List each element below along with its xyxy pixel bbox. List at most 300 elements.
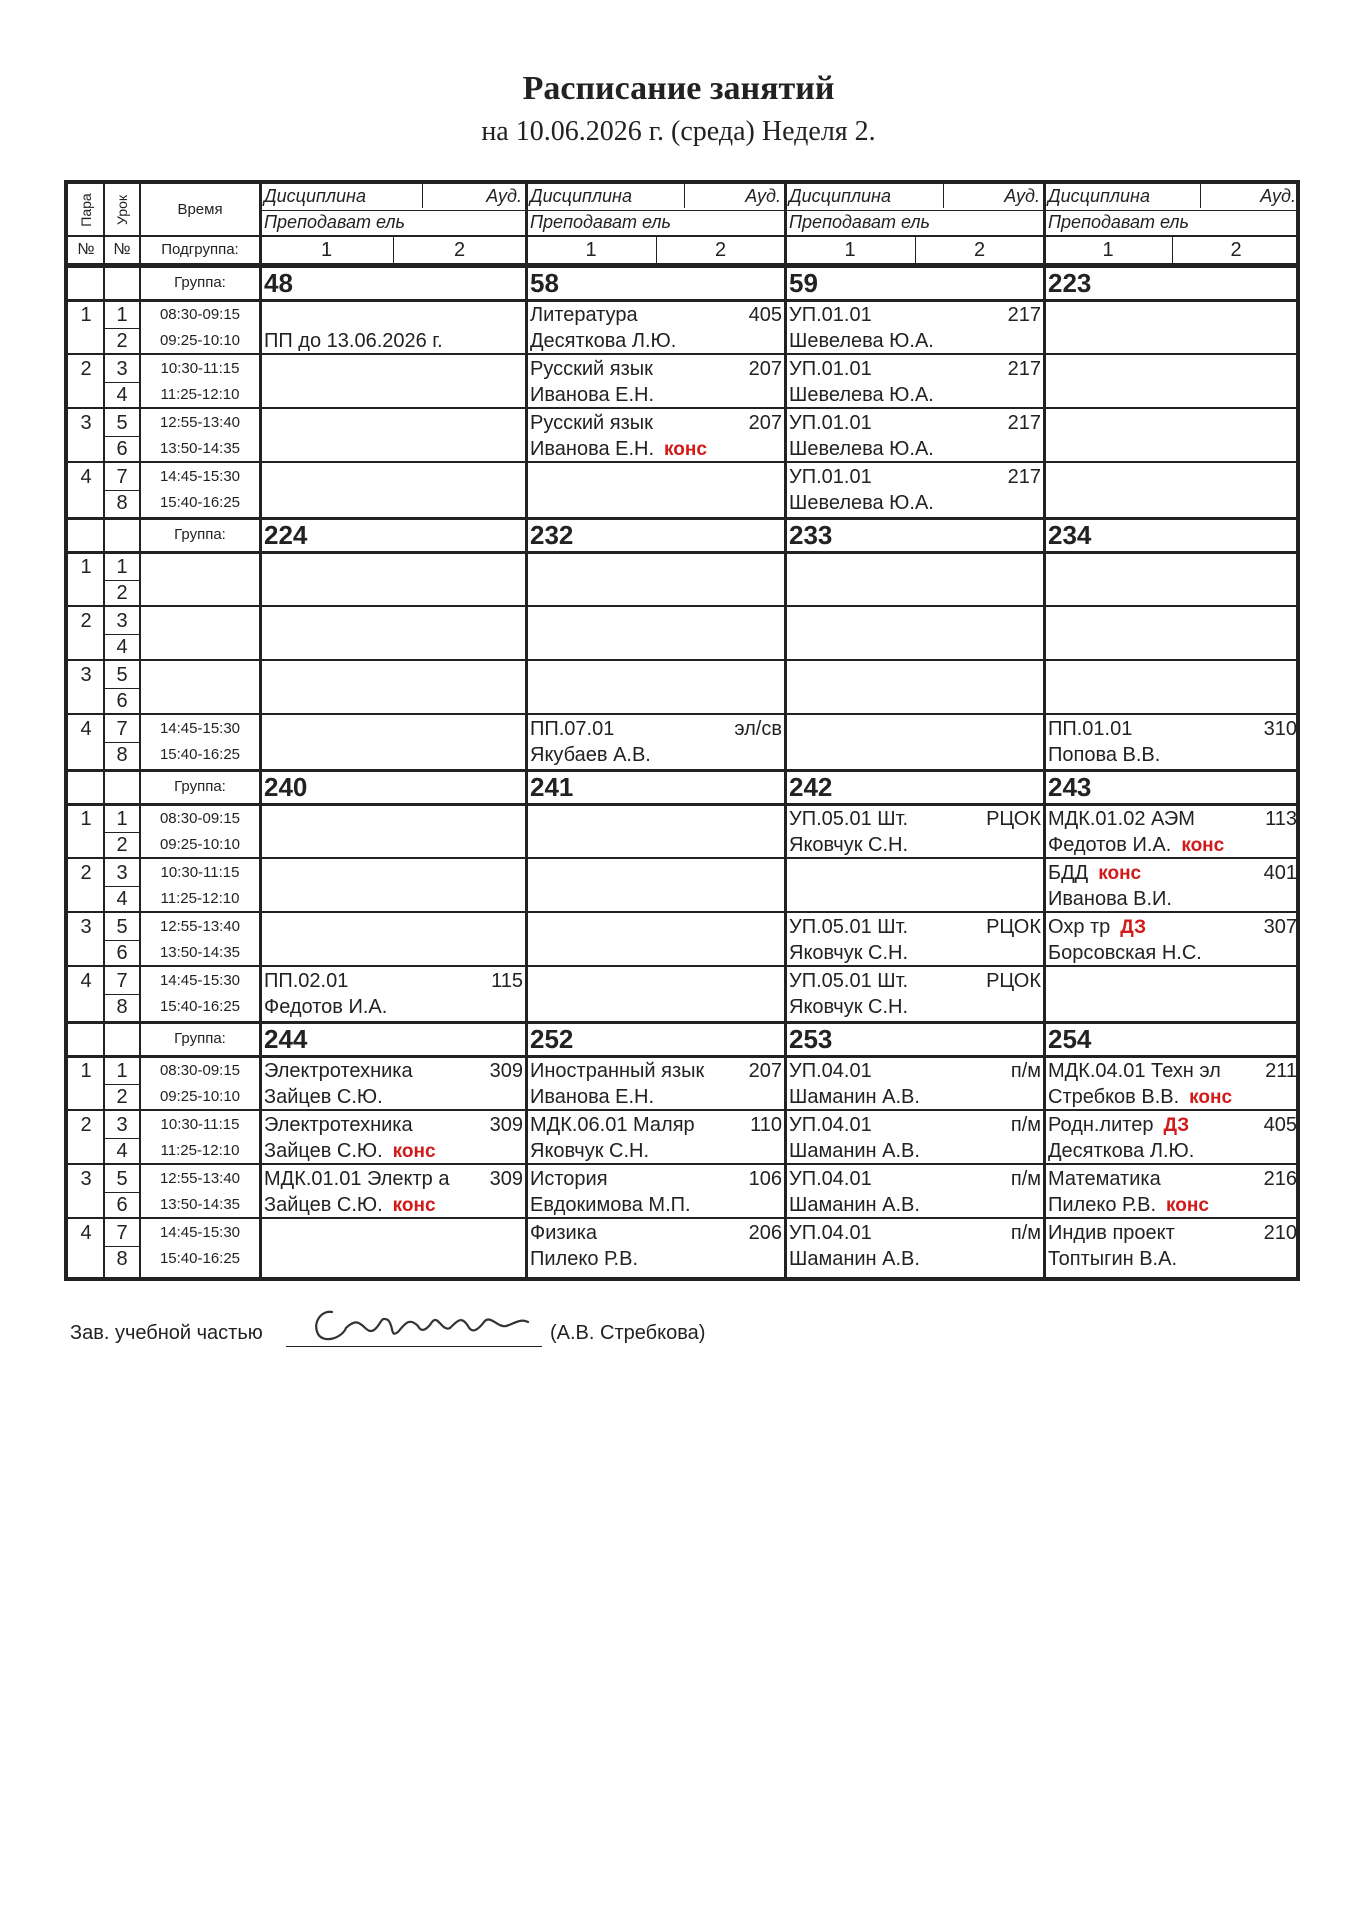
lesson-room: 207 xyxy=(748,412,782,434)
table-rule xyxy=(139,184,141,1277)
table-rule xyxy=(68,857,1300,859)
lesson-time: 11:25-12:10 xyxy=(160,890,240,907)
subgroup-1: 1 xyxy=(1102,239,1114,261)
status-badge: конс xyxy=(392,1141,436,1162)
discipline-name: Иностранный язык xyxy=(530,1060,705,1082)
header-discipline-label: Дисциплина xyxy=(1048,186,1150,206)
discipline-name: УП.04.01 xyxy=(789,1222,872,1244)
subgroup-1: 1 xyxy=(320,239,333,261)
lesson-time: 09:25-10:10 xyxy=(159,836,241,853)
lesson-room xyxy=(260,554,526,580)
para-number: 2 xyxy=(80,862,92,884)
lesson-room xyxy=(260,302,526,328)
group-number: 48 xyxy=(264,268,293,298)
lesson-teacher xyxy=(526,328,785,354)
lesson-time: 10:30-11:15 xyxy=(160,864,240,881)
lesson-number: 5 xyxy=(116,664,128,686)
group-number: 233 xyxy=(789,520,833,550)
lesson-teacher xyxy=(526,1246,785,1272)
lesson-room xyxy=(1044,410,1300,436)
lesson-teacher xyxy=(785,1138,1044,1164)
lesson-room xyxy=(260,356,526,382)
lesson-room: 310 xyxy=(1263,718,1297,740)
schedule-table xyxy=(64,180,1300,1281)
discipline-name: История xyxy=(530,1168,608,1190)
lesson-room: 309 xyxy=(489,1168,523,1190)
lesson-room: п/м xyxy=(1010,1222,1041,1244)
lesson-room: 207 xyxy=(748,358,782,380)
lesson-number: 1 xyxy=(116,556,128,578)
group-number: 244 xyxy=(264,1024,308,1054)
para-number: 4 xyxy=(80,466,92,488)
lesson-room: эл/св xyxy=(734,718,782,740)
page-title: Расписание занятий xyxy=(522,70,835,107)
lesson-time: 13:50-14:35 xyxy=(159,944,241,961)
lesson-teacher xyxy=(1044,328,1300,354)
lesson-room: 211 xyxy=(1265,1060,1297,1082)
lesson-time: 13:50-14:35 xyxy=(159,1196,241,1213)
lesson-number: 2 xyxy=(116,834,128,856)
table-rule xyxy=(104,832,140,833)
lesson-teacher xyxy=(1044,382,1300,408)
lesson-room: п/м xyxy=(1010,1168,1041,1190)
discipline-name: Охр тр xyxy=(1048,916,1111,938)
lesson-number: 3 xyxy=(116,1114,128,1136)
lesson-time: 14:45-15:30 xyxy=(159,468,241,485)
table-rule xyxy=(104,634,140,635)
status-badge: конс xyxy=(392,1195,436,1216)
discipline-name: УП.05.01 Шт. xyxy=(789,916,909,938)
discipline-name: УП.01.01 xyxy=(789,466,872,488)
lesson-teacher xyxy=(1044,580,1300,606)
subgroup-2: 2 xyxy=(1230,239,1242,261)
teacher-name: Десяткова Л.Ю. xyxy=(1048,1140,1195,1162)
teacher-name: Попова В.В. xyxy=(1048,744,1161,766)
signature-block xyxy=(70,1292,870,1352)
teacher-name: Евдокимова М.П. xyxy=(530,1194,691,1216)
discipline-name: МДК.04.01 Техн эл xyxy=(1048,1060,1221,1082)
table-rule xyxy=(422,184,423,208)
header-time-label: Время xyxy=(177,201,223,218)
header-urok-label xyxy=(104,184,140,236)
lesson-number: 8 xyxy=(116,996,128,1018)
group-number: 223 xyxy=(1048,268,1092,298)
num-label-para: № xyxy=(77,241,95,258)
lesson-room xyxy=(260,860,526,886)
lesson-room xyxy=(260,1220,526,1246)
teacher-name: Десяткова Л.Ю. xyxy=(530,330,677,352)
header-aud-label: Ауд. xyxy=(745,186,781,206)
lesson-teacher xyxy=(1044,1138,1300,1164)
teacher-name: Топтыгин В.А. xyxy=(1048,1248,1178,1270)
lesson-teacher xyxy=(260,1084,526,1110)
discipline-name: МДК.01.01 Электр а xyxy=(264,1168,450,1190)
lesson-teacher xyxy=(785,382,1044,408)
table-rule xyxy=(684,184,685,208)
table-rule xyxy=(68,265,1300,268)
lesson-teacher xyxy=(785,490,1044,516)
table-rule xyxy=(104,994,140,995)
subgroup-2: 2 xyxy=(453,239,466,261)
lesson-time: 14:45-15:30 xyxy=(159,1224,241,1241)
lesson-teacher xyxy=(526,436,785,462)
teacher-name: Иванова В.И. xyxy=(1048,888,1172,910)
discipline-name: ПП.07.01 xyxy=(530,718,615,740)
lesson-room xyxy=(260,716,526,742)
table-rule xyxy=(104,688,140,689)
table-rule xyxy=(104,742,140,743)
lesson-number: 8 xyxy=(116,492,128,514)
table-rule xyxy=(1200,184,1201,208)
lesson-teacher xyxy=(785,1192,1044,1218)
para-number: 3 xyxy=(80,664,92,686)
para-number: 3 xyxy=(80,1168,92,1190)
teacher-name: Якубаев А.В. xyxy=(530,744,651,766)
lesson-teacher xyxy=(1044,832,1300,858)
table-rule xyxy=(259,184,262,1277)
discipline-name: Математика xyxy=(1048,1168,1161,1190)
table-rule xyxy=(784,184,787,1277)
lesson-number: 7 xyxy=(116,466,128,488)
lesson-time: 12:55-13:40 xyxy=(159,414,241,431)
lesson-room xyxy=(526,554,785,580)
lesson-number: 8 xyxy=(116,1248,128,1270)
lesson-teacher xyxy=(785,580,1044,606)
table-rule xyxy=(68,713,1300,715)
lesson-room: 217 xyxy=(1007,304,1041,326)
lesson-room xyxy=(1044,968,1300,994)
lesson-room xyxy=(260,410,526,436)
lesson-room: РЦОК xyxy=(986,970,1041,992)
teacher-name: Пилеко Р.В. xyxy=(1048,1194,1157,1216)
lesson-room xyxy=(1044,302,1300,328)
teacher-name: Яковчук С.Н. xyxy=(789,942,908,964)
lesson-number: 7 xyxy=(116,970,128,992)
lesson-time: 15:40-16:25 xyxy=(159,746,241,763)
lesson-time xyxy=(140,554,260,580)
teacher-name: Шаманин А.В. xyxy=(789,1194,920,1216)
table-rule xyxy=(68,1163,1300,1165)
teacher-name: Яковчук С.Н. xyxy=(789,996,908,1018)
lesson-number: 8 xyxy=(116,744,128,766)
teacher-name: Иванова Е.Н. xyxy=(530,438,655,460)
discipline-name: Электротехника xyxy=(264,1060,413,1082)
lesson-teacher xyxy=(260,994,526,1020)
lesson-time: 14:45-15:30 xyxy=(159,720,241,737)
lesson-room xyxy=(526,860,785,886)
lesson-time: 09:25-10:10 xyxy=(159,1088,241,1105)
header-aud-label: Ауд. xyxy=(1004,186,1040,206)
teacher-name: ПП до 13.06.2026 г. xyxy=(264,330,443,352)
lesson-room: 307 xyxy=(1263,916,1297,938)
subgroup-label: Подгруппа: xyxy=(161,241,239,258)
lesson-teacher xyxy=(526,832,785,858)
lesson-room: п/м xyxy=(1010,1114,1041,1136)
lesson-teacher xyxy=(785,436,1044,462)
table-rule xyxy=(104,1192,140,1193)
lesson-teacher xyxy=(260,1138,526,1164)
lesson-teacher xyxy=(526,580,785,606)
lesson-room xyxy=(260,914,526,940)
lesson-number: 2 xyxy=(116,330,128,352)
lesson-room: РЦОК xyxy=(986,916,1041,938)
lesson-number: 6 xyxy=(116,942,128,964)
discipline-name: УП.01.01 xyxy=(789,304,872,326)
teacher-name: Федотов И.А. xyxy=(264,996,388,1018)
lesson-teacher xyxy=(785,994,1044,1020)
teacher-name: Яковчук С.Н. xyxy=(530,1140,649,1162)
lesson-time: 12:55-13:40 xyxy=(159,918,241,935)
lesson-room: 113 xyxy=(1265,808,1297,830)
table-rule xyxy=(68,353,1300,355)
group-number: 232 xyxy=(530,520,574,550)
table-rule xyxy=(68,235,1300,237)
table-rule xyxy=(656,236,657,264)
lesson-teacher xyxy=(526,1192,785,1218)
teacher-name: Стребков В.В. xyxy=(1048,1086,1180,1108)
lesson-room: 115 xyxy=(491,970,523,992)
lesson-number: 5 xyxy=(116,916,128,938)
group-number: 58 xyxy=(530,268,559,298)
lesson-teacher xyxy=(785,1246,1044,1272)
table-rule xyxy=(943,184,944,208)
subgroup-1: 1 xyxy=(844,239,856,261)
lesson-number: 4 xyxy=(116,384,128,406)
group-number: 252 xyxy=(530,1024,574,1054)
lesson-room: 217 xyxy=(1007,466,1041,488)
lesson-teacher xyxy=(785,886,1044,912)
lesson-room xyxy=(1044,554,1300,580)
lesson-time: 08:30-09:15 xyxy=(159,306,241,323)
lesson-teacher xyxy=(1044,634,1300,660)
lesson-teacher xyxy=(1044,1084,1300,1110)
lesson-time: 11:25-12:10 xyxy=(160,1142,240,1159)
para-label: Пара xyxy=(78,193,94,227)
lesson-teacher xyxy=(260,580,526,606)
lesson-teacher xyxy=(260,490,526,516)
lesson-time: 08:30-09:15 xyxy=(159,810,241,827)
lesson-number: 7 xyxy=(116,718,128,740)
lesson-number: 3 xyxy=(116,862,128,884)
lesson-number: 6 xyxy=(116,438,128,460)
lesson-teacher xyxy=(526,1138,785,1164)
discipline-name: МДК.06.01 Маляр xyxy=(530,1114,695,1136)
discipline-name: Русский язык xyxy=(530,412,653,434)
lesson-time: 10:30-11:15 xyxy=(160,360,240,377)
num-label-urok: № xyxy=(113,241,131,258)
table-rule xyxy=(915,236,916,264)
para-number: 4 xyxy=(80,1222,92,1244)
discipline-name: Литература xyxy=(530,304,638,326)
table-rule xyxy=(104,1084,140,1085)
header-discipline-label: Дисциплина xyxy=(789,186,891,206)
lesson-teacher xyxy=(1044,688,1300,714)
lesson-room: 106 xyxy=(748,1168,782,1190)
para-number: 1 xyxy=(80,556,92,578)
para-number: 2 xyxy=(80,610,92,632)
status-badge: конс xyxy=(1181,835,1225,856)
teacher-name: Шаманин А.В. xyxy=(789,1248,920,1270)
table-rule xyxy=(104,1246,140,1247)
lesson-teacher xyxy=(260,832,526,858)
lesson-room: 405 xyxy=(748,304,782,326)
lesson-teacher xyxy=(260,328,526,354)
teacher-name: Пилеко Р.В. xyxy=(530,1248,639,1270)
group-number: 234 xyxy=(1048,520,1092,550)
group-label: Группа: xyxy=(174,526,226,543)
header-teacher-label: Преподават ель xyxy=(264,212,405,232)
discipline-name: УП.01.01 xyxy=(789,412,872,434)
discipline-name: ПП.02.01 xyxy=(264,970,349,992)
lesson-teacher xyxy=(260,742,526,768)
teacher-name: Шаманин А.В. xyxy=(789,1140,920,1162)
para-number: 3 xyxy=(80,916,92,938)
page-subtitle: на 10.06.2026 г. (среда) Неделя 2. xyxy=(481,116,876,147)
discipline-name: УП.04.01 xyxy=(789,1168,872,1190)
group-number: 241 xyxy=(530,772,574,802)
lesson-teacher xyxy=(785,832,1044,858)
lesson-room xyxy=(1044,662,1300,688)
lesson-room xyxy=(260,608,526,634)
discipline-name: УП.04.01 xyxy=(789,1060,872,1082)
lesson-room: п/м xyxy=(1010,1060,1041,1082)
table-rule xyxy=(68,605,1300,607)
discipline-name: УП.05.01 Шт. xyxy=(789,808,909,830)
lesson-teacher xyxy=(260,688,526,714)
group-number: 240 xyxy=(264,772,308,802)
lesson-number: 1 xyxy=(116,304,128,326)
lesson-time xyxy=(140,580,260,606)
lesson-room xyxy=(1044,608,1300,634)
teacher-name: Борсовская Н.С. xyxy=(1048,942,1202,964)
lesson-room xyxy=(260,806,526,832)
discipline-name: Физика xyxy=(530,1222,598,1244)
header-teacher-label: Преподават ель xyxy=(1048,212,1189,232)
lesson-room xyxy=(526,914,785,940)
group-number: 254 xyxy=(1048,1024,1092,1054)
lesson-number: 1 xyxy=(116,808,128,830)
lesson-time xyxy=(140,688,260,714)
lesson-number: 4 xyxy=(116,636,128,658)
lesson-number: 6 xyxy=(116,690,128,712)
lesson-room: 309 xyxy=(489,1114,523,1136)
teacher-name: Иванова Е.Н. xyxy=(530,1086,655,1108)
header-para-label xyxy=(68,184,104,236)
lesson-number: 4 xyxy=(116,1140,128,1162)
lesson-teacher xyxy=(1044,742,1300,768)
lesson-number: 3 xyxy=(116,358,128,380)
lesson-teacher xyxy=(785,634,1044,660)
table-rule xyxy=(104,382,140,383)
status-badge: конс xyxy=(1189,1087,1233,1108)
discipline-name: Русский язык xyxy=(530,358,653,380)
teacher-name: Шевелева Ю.А. xyxy=(789,438,934,460)
discipline-name: МДК.01.02 АЭМ xyxy=(1048,808,1195,830)
header-teacher-label: Преподават ель xyxy=(530,212,671,232)
table-rule xyxy=(103,184,105,1277)
lesson-room xyxy=(526,806,785,832)
status-badge: конс xyxy=(664,439,707,460)
lesson-time xyxy=(140,608,260,634)
para-number: 2 xyxy=(80,358,92,380)
lesson-room xyxy=(785,608,1044,634)
table-rule xyxy=(525,184,528,1277)
subgroup-1: 1 xyxy=(585,239,597,261)
lesson-number: 2 xyxy=(116,1086,128,1108)
lesson-room: 405 xyxy=(1263,1114,1297,1136)
signatory-name: (А.В. Стребкова) xyxy=(550,1322,706,1344)
lesson-teacher xyxy=(260,382,526,408)
lesson-room: РЦОК xyxy=(986,808,1041,830)
discipline-name: УП.01.01 xyxy=(789,358,872,380)
teacher-name: Шевелева Ю.А. xyxy=(789,492,934,514)
table-rule xyxy=(68,965,1300,967)
lesson-time: 10:30-11:15 xyxy=(160,1116,240,1133)
table-rule xyxy=(104,1138,140,1139)
lesson-room xyxy=(1044,464,1300,490)
lesson-time: 14:45-15:30 xyxy=(159,972,241,989)
status-badge: ДЗ xyxy=(1163,1115,1190,1136)
group-number: 253 xyxy=(789,1024,833,1054)
para-number: 4 xyxy=(80,718,92,740)
para-number: 2 xyxy=(80,1114,92,1136)
lesson-room xyxy=(785,554,1044,580)
lesson-teacher xyxy=(260,940,526,966)
lesson-room: 309 xyxy=(489,1060,523,1082)
subgroup-2: 2 xyxy=(714,239,727,261)
teacher-name: Шаманин А.В. xyxy=(789,1086,920,1108)
lesson-room xyxy=(785,662,1044,688)
table-rule xyxy=(104,886,140,887)
lesson-teacher xyxy=(260,634,526,660)
lesson-teacher xyxy=(1044,1192,1300,1218)
lesson-teacher xyxy=(785,688,1044,714)
table-rule xyxy=(68,407,1300,409)
table-rule xyxy=(104,436,140,437)
lesson-teacher xyxy=(260,1192,526,1218)
table-rule xyxy=(68,769,1300,772)
table-rule xyxy=(68,1021,1300,1024)
handwritten-signature xyxy=(302,1292,542,1352)
para-number: 4 xyxy=(80,970,92,992)
teacher-name: Шевелева Ю.А. xyxy=(789,384,934,406)
lesson-teacher xyxy=(1044,490,1300,516)
lesson-number: 5 xyxy=(116,412,128,434)
lesson-teacher xyxy=(785,940,1044,966)
lesson-teacher xyxy=(526,634,785,660)
teacher-name: Федотов И.А. xyxy=(1048,834,1172,856)
lesson-time: 15:40-16:25 xyxy=(159,998,241,1015)
lesson-room xyxy=(260,464,526,490)
teacher-name: Яковчук С.Н. xyxy=(789,834,908,856)
lesson-time: 13:50-14:35 xyxy=(159,440,241,457)
group-label: Группа: xyxy=(174,1030,226,1047)
status-badge: конс xyxy=(1166,1195,1209,1216)
lesson-room: 401 xyxy=(1263,862,1297,884)
table-rule xyxy=(68,1109,1300,1111)
table-rule xyxy=(68,911,1300,913)
lesson-time: 09:25-10:10 xyxy=(159,332,241,349)
group-label: Группа: xyxy=(174,274,226,291)
urok-label: Урок xyxy=(114,195,130,225)
lesson-teacher xyxy=(526,1084,785,1110)
lesson-number: 4 xyxy=(116,888,128,910)
group-number: 224 xyxy=(264,520,308,550)
para-number: 1 xyxy=(80,808,92,830)
table-rule xyxy=(1043,184,1046,1277)
status-badge: ДЗ xyxy=(1120,917,1146,938)
lesson-room xyxy=(785,860,1044,886)
